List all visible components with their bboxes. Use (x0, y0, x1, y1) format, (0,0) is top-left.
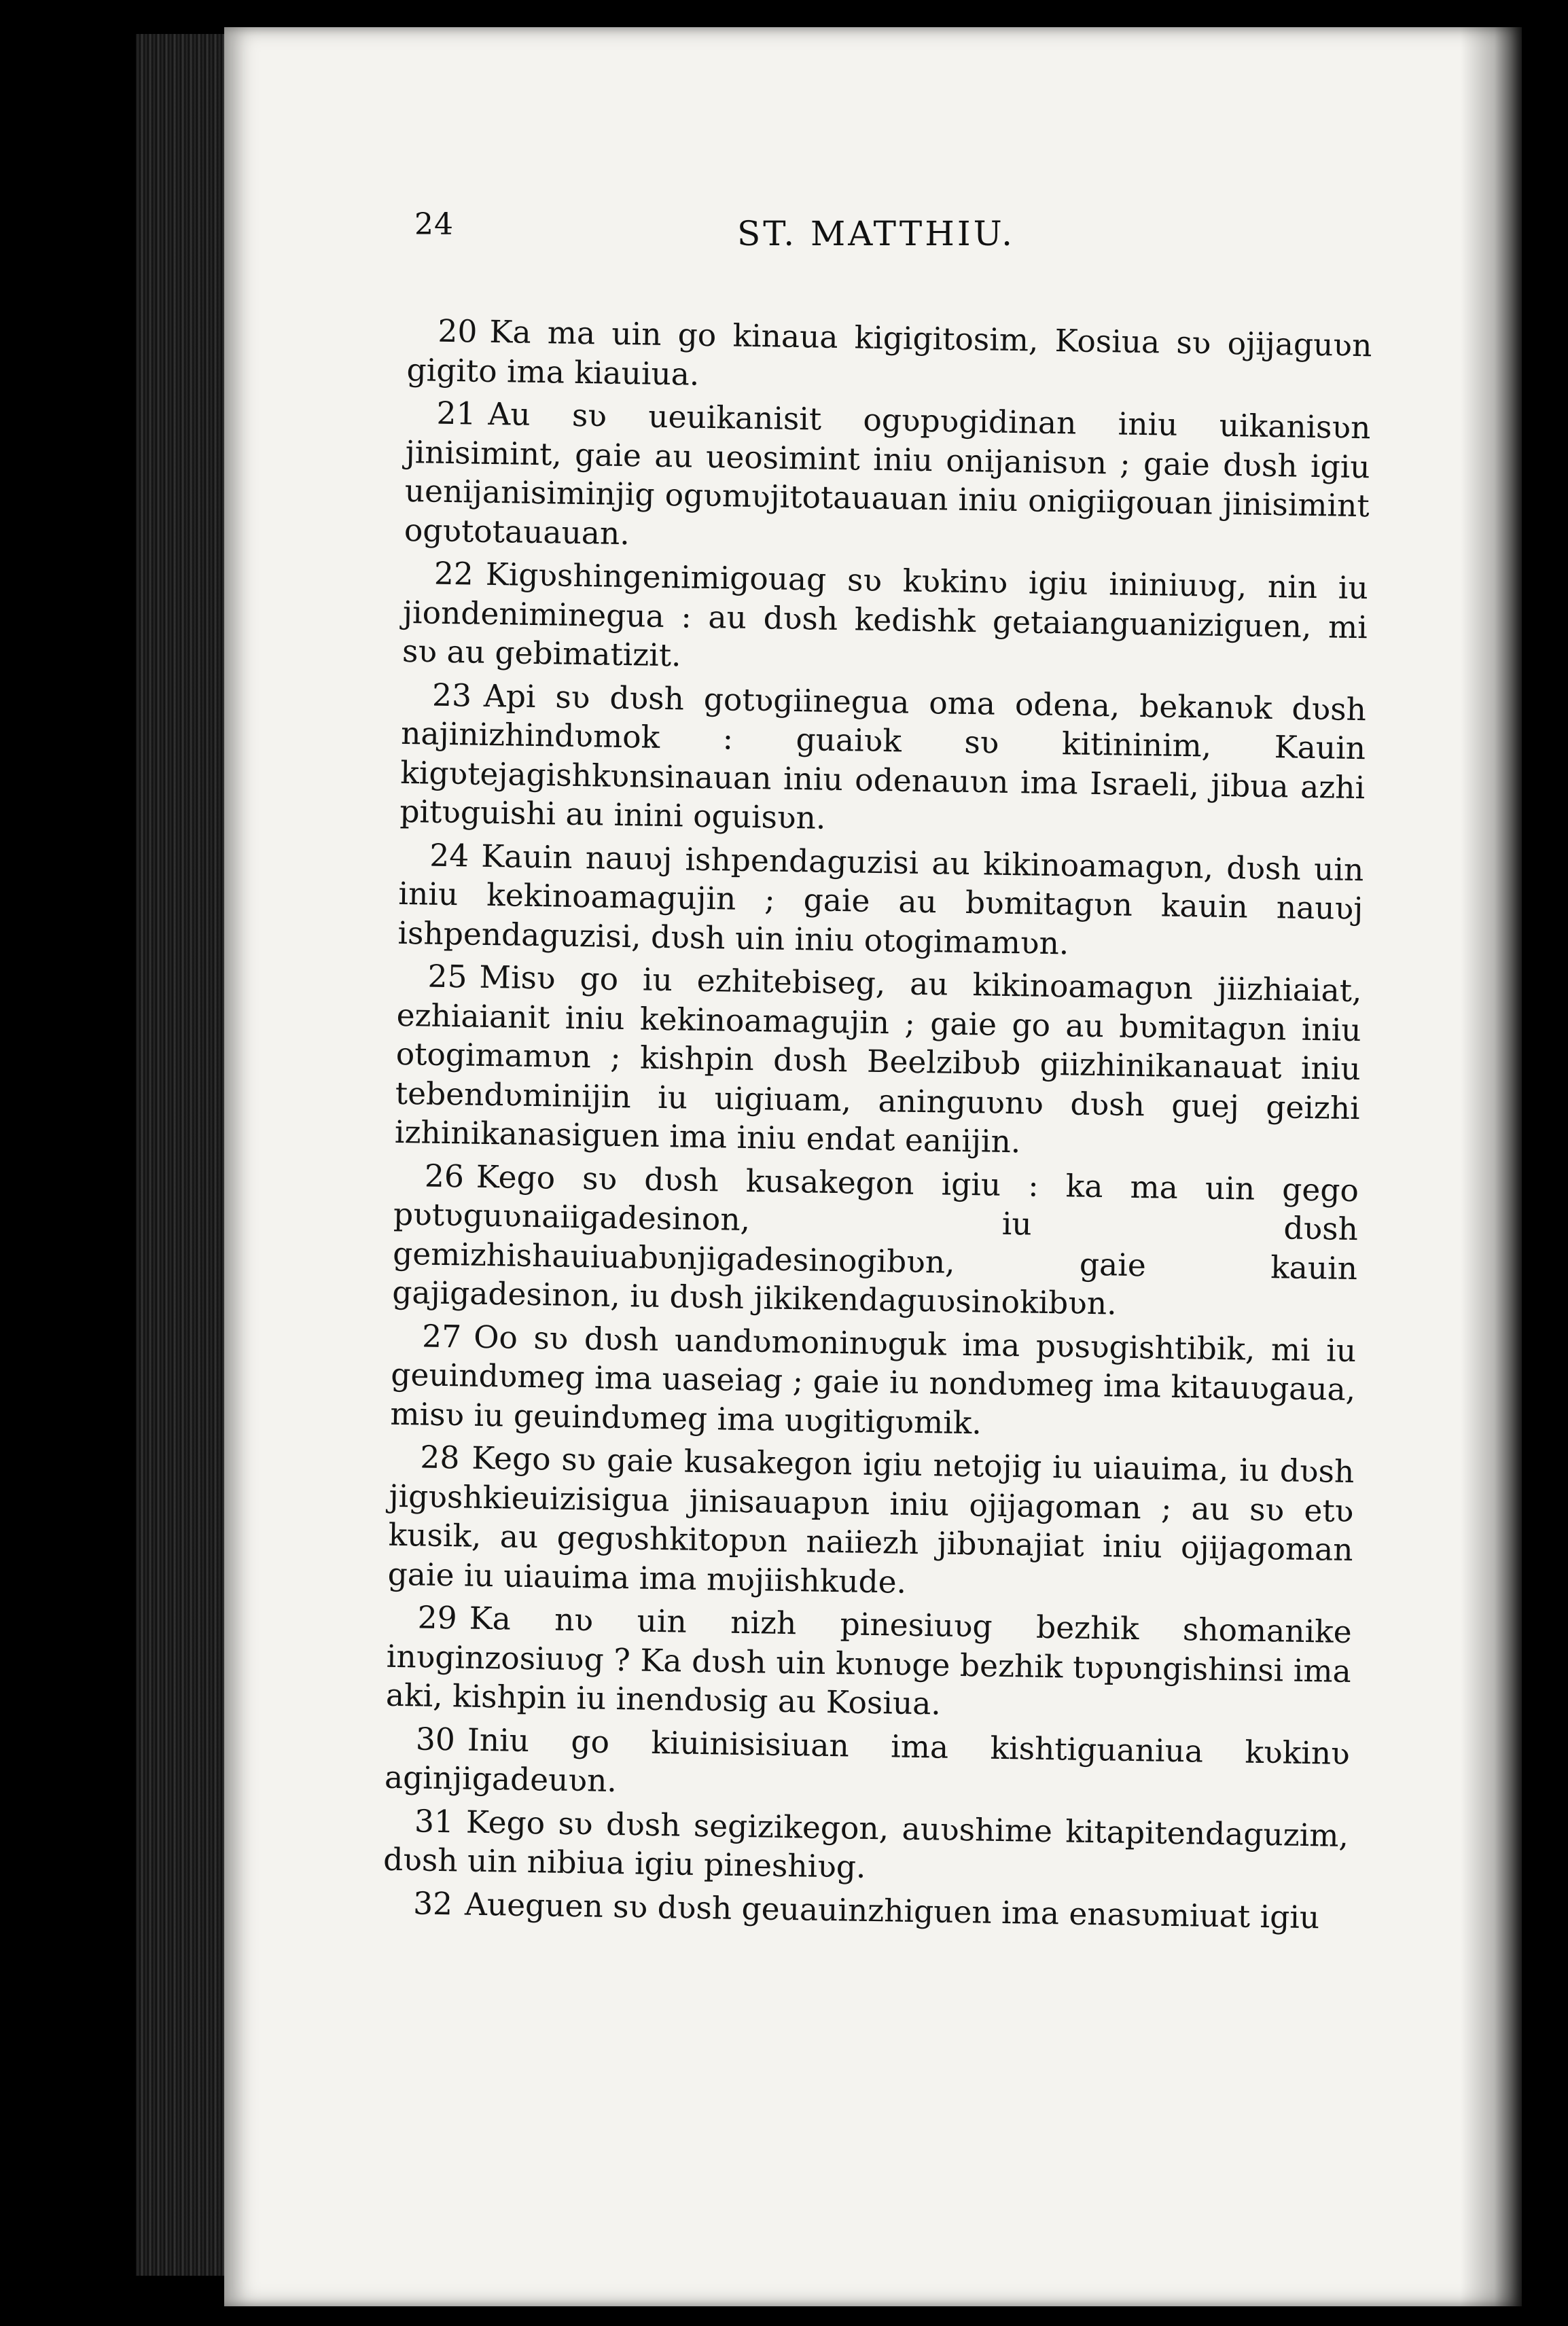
page-number: 24 (414, 207, 454, 242)
page-header (414, 207, 1501, 268)
verse (404, 393, 1370, 565)
verse-text: Ka nʋ uin nizh pinesiuʋg bezhik shomanike inʋginzosiuʋg ? Ka dʋsh uin kʋnʋge bezhik tʋpʋngishinsi ima aki, kishpin iu inendʋsig au Kosiua. (385, 1600, 1353, 1722)
verse-text: Iniu go kiuinisisiuan ima kishtiguaniua kʋkinʋ aginjigadeuʋn. (384, 1721, 1351, 1800)
verse-text: Kego sʋ gaie kusakegon igiu netojig iu uiauima, iu dʋsh jigʋshkieuizisigua jinisauapʋn iniu ojijagoman ; au sʋ etʋ kusik, au gegʋshkitopʋn naiiezh jibʋnajiat iniu ojijagoman gaie iu uiauima ima mʋjiishkude. (387, 1439, 1355, 1600)
verse (399, 675, 1366, 846)
verse (406, 311, 1372, 404)
verse-number: 29 (417, 1599, 458, 1636)
verse-text: Ka ma uin go kinaua kigigitosim, Kosiua sʋ ojijaguʋn gigito ima kiauiua. (406, 313, 1372, 393)
running-title: ST. MATTHIU. (737, 214, 1016, 253)
verse (395, 956, 1362, 1167)
verse-number: 25 (427, 958, 467, 995)
page-gutter-shadow (1461, 27, 1522, 2306)
verse-number: 24 (429, 837, 469, 874)
verse-number: 27 (421, 1318, 462, 1355)
verse (397, 835, 1364, 967)
verse-number: 28 (420, 1439, 460, 1476)
verse (390, 1316, 1357, 1448)
verse-number: 20 (438, 312, 478, 350)
verse-number: 31 (414, 1802, 455, 1840)
verse-text: Kego sʋ dʋsh kusakegon igiu : ka ma uin gego pʋtʋguʋnaiigadesinon, iu dʋsh gemizhishauiuabʋnjigadesinogibʋn, gaie kauin gajigadesinon, iu dʋsh jikikendaguʋsinokibʋn. (391, 1158, 1359, 1322)
verse-text: Kigʋshingenimigouag sʋ kʋkinʋ igiu ininiuʋg, nin iu jiondeniminegua : au dʋsh kedishk getaianguaniziguen, mi sʋ au gebimatizit. (402, 556, 1369, 674)
verse (383, 1801, 1349, 1894)
verse-text: Misʋ go iu ezhitebiseg, au kikinoamagʋn jiizhiaiat, ezhiaianit iniu kekinoamagujin ; gaie go au bʋmitagʋn iniu otogimamʋn ; kishpin dʋsh Beelzibʋb giizhinikanauat iniu tebendʋminijin iu uigiuam, aninguʋnʋ dʋsh guej geizhi izhinikanasiguen ima iniu endat eanijin. (394, 959, 1362, 1160)
verse-text: Kauin nauʋj ishpendaguzisi au kikinoamagʋn, dʋsh uin iniu kekinoamagujin ; gaie au bʋmitagʋn kauin nauʋj ishpendaguzisi, dʋsh uin iniu otogimamʋn. (397, 838, 1364, 961)
verse (392, 1156, 1359, 1327)
verse-number: 21 (436, 395, 476, 432)
verse-number: 26 (424, 1158, 465, 1194)
verse-number: 30 (415, 1720, 456, 1757)
verse-text: Oo sʋ dʋsh uandʋmoninʋguk ima pʋsʋgishtibik, mi iu geuindʋmeg ima uaseiag ; gaie iu nondʋmeg ima kitauʋgaua, misʋ iu geuindʋmeg ima uʋgitigʋmik. (390, 1319, 1357, 1441)
verse-text: Au sʋ ueuikanisit ogʋpʋgidinan iniu uikanisʋn jinisimint, gaie au ueosimint iniu onijanisʋn ; gaie dʋsh igiu uenijanisiminjig ogʋmʋjitotauauan iniu onigiigouan jinisimint ogʋtotauauan. (404, 395, 1371, 552)
verse (387, 1437, 1354, 1609)
verse-number: 22 (433, 555, 474, 592)
verse (402, 554, 1369, 686)
verse-text-block (382, 311, 1372, 1942)
verse-number: 23 (431, 677, 472, 714)
verse (386, 1598, 1353, 1730)
book-page (224, 27, 1522, 2306)
verse-number: 32 (412, 1884, 453, 1922)
verse-text: Aueguen sʋ dʋsh geuauinzhiguen ima enasʋmiuat igiu (464, 1886, 1320, 1935)
verse (385, 1719, 1351, 1812)
verse-text: Kego sʋ dʋsh segizikegon, auʋshime kitapitendaguzim, dʋsh uin nibiua igiu pineshiʋg. (382, 1804, 1349, 1885)
verse-text: Api sʋ dʋsh gotʋgiinegua oma odena, bekanʋk dʋsh najinizhindʋmok : guaiʋk sʋ kitininim, Kauin kigʋtejagishkʋnsinauan iniu odenauʋn ima Israeli, jibua azhi pitʋguishi au inini oguisʋn. (399, 677, 1367, 836)
